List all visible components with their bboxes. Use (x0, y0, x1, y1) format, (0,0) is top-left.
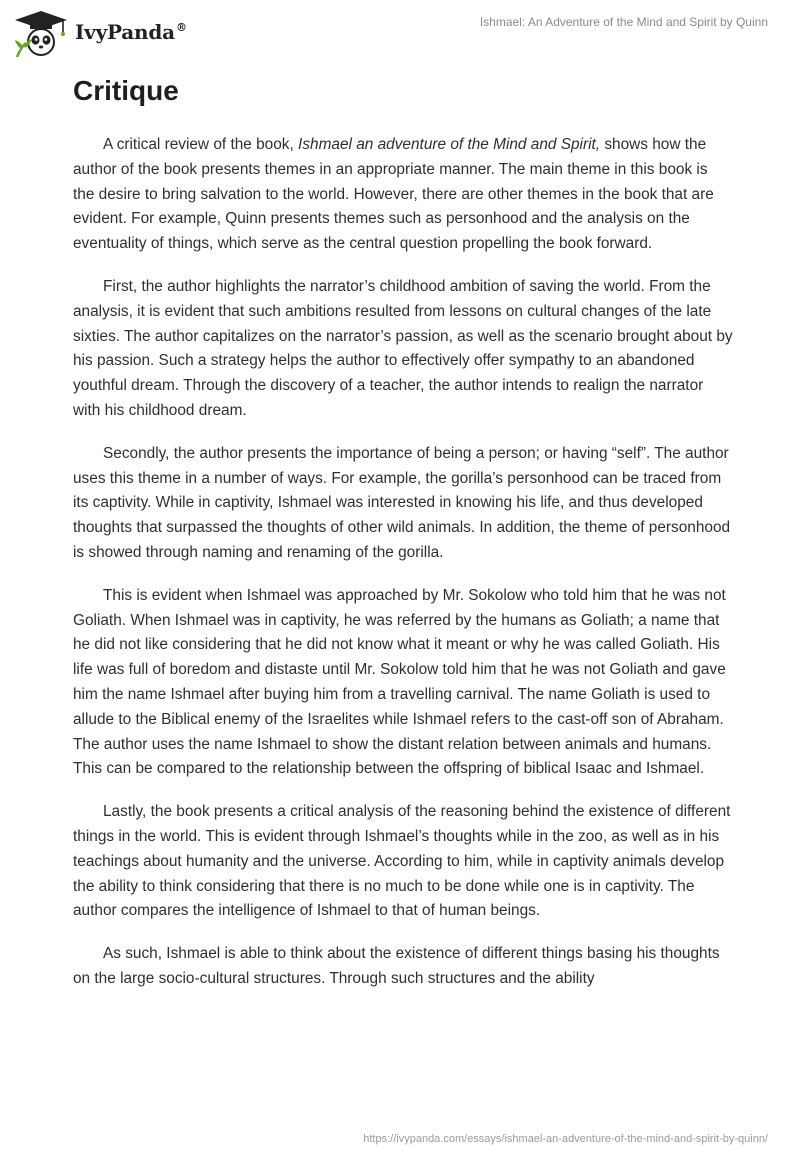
paragraph-6: As such, Ishmael is able to think about the existence of different things basing his thoughts on the large socio-cultural structures. Through such structures and the ability (73, 945, 720, 987)
book-title: Ishmael an adventure of the Mind and Spirit, (298, 136, 601, 153)
paragraph-3: Secondly, the author presents the importance of being a person; or having “self”. The author uses this theme in a number of ways. For example, the gorilla’s personhood can be traced from its captivity. While in captivity, Ishmael was interested in knowing his life, and thus developed thoughts that surpassed the thoughts of other wild animals. In addition, the theme of personhood is showed through naming and renaming of the gorilla. (73, 444, 731, 561)
footer-url[interactable]: https://ivypanda.com/essays/ishmael-an-adventure-of-the-mind-and-spirit-by-quinn/ (363, 1133, 768, 1145)
paragraph-4: This is evident when Ishmael was approached by Mr. Sokolow who told him that he was not Goliath. When Ishmael was in captivity, he was referred by the humans as Goliath; a name that he did not like considering that he did not know what it meant or why he was called Goliath. His life was full of boredom and distaste until Mr. Sokolow told him that he was not Goliath and gave him the name Ishmael after buying him from a travelling carnival. The name Goliath is used to allude to the Biblical enemy of the Israelites while Ishmael refers to the cast-off son of Abraham. The author uses the name Ishmael to show the distant relation between animals and humans. This can be compared to the relationship between the offspring of biblical Isaac and Ishmael. (73, 586, 726, 778)
essay-body (73, 133, 733, 1010)
brand-name: IvyPanda® (75, 20, 187, 44)
page-header (0, 0, 800, 64)
section-title: Critique (73, 75, 179, 106)
paragraph-5: Lastly, the book presents a critical analysis of the reasoning behind the existence of different things in the world. This is evident through Ishmael’s thoughts while in the zoo, as well as in his teachings about humanity and the universe. According to him, while in captivity animals develop the ability to think considering that there is no much to be done while one is in captivity. The author compares the intelligence of Ishmael to that of human beings. (73, 803, 731, 920)
brand-logo[interactable] (13, 9, 187, 59)
panda-graduate-icon (13, 9, 69, 59)
paragraph-2: First, the author highlights the narrator’s childhood ambition of saving the world. From the analysis, it is evident that such ambitions resulted from lessons on cultural changes of the late sixties. The author capitalizes on the narrator’s passion, as well as the scenario brought about by his passion. Such a strategy helps the author to effectively offer sympathy to an abandoned youthful dream. Through the discovery of a teacher, the author intends to realign the narrator with his childhood dream. (73, 277, 733, 419)
paragraph-1: A critical review of the book, Ishmael an adventure of the Mind and Spirit, shows how the author of the book presents themes in an appropriate manner. The main theme in this book is the desire to bring salvation to the world. However, there are other themes in the book that are evident. For example, Quinn presents themes such as personhood and the analysis on the eventuality of things, which serve as the central question propelling the book forward. (73, 136, 714, 253)
running-title: Ishmael: An Adventure of the Mind and Spirit by Quinn (479, 15, 768, 29)
